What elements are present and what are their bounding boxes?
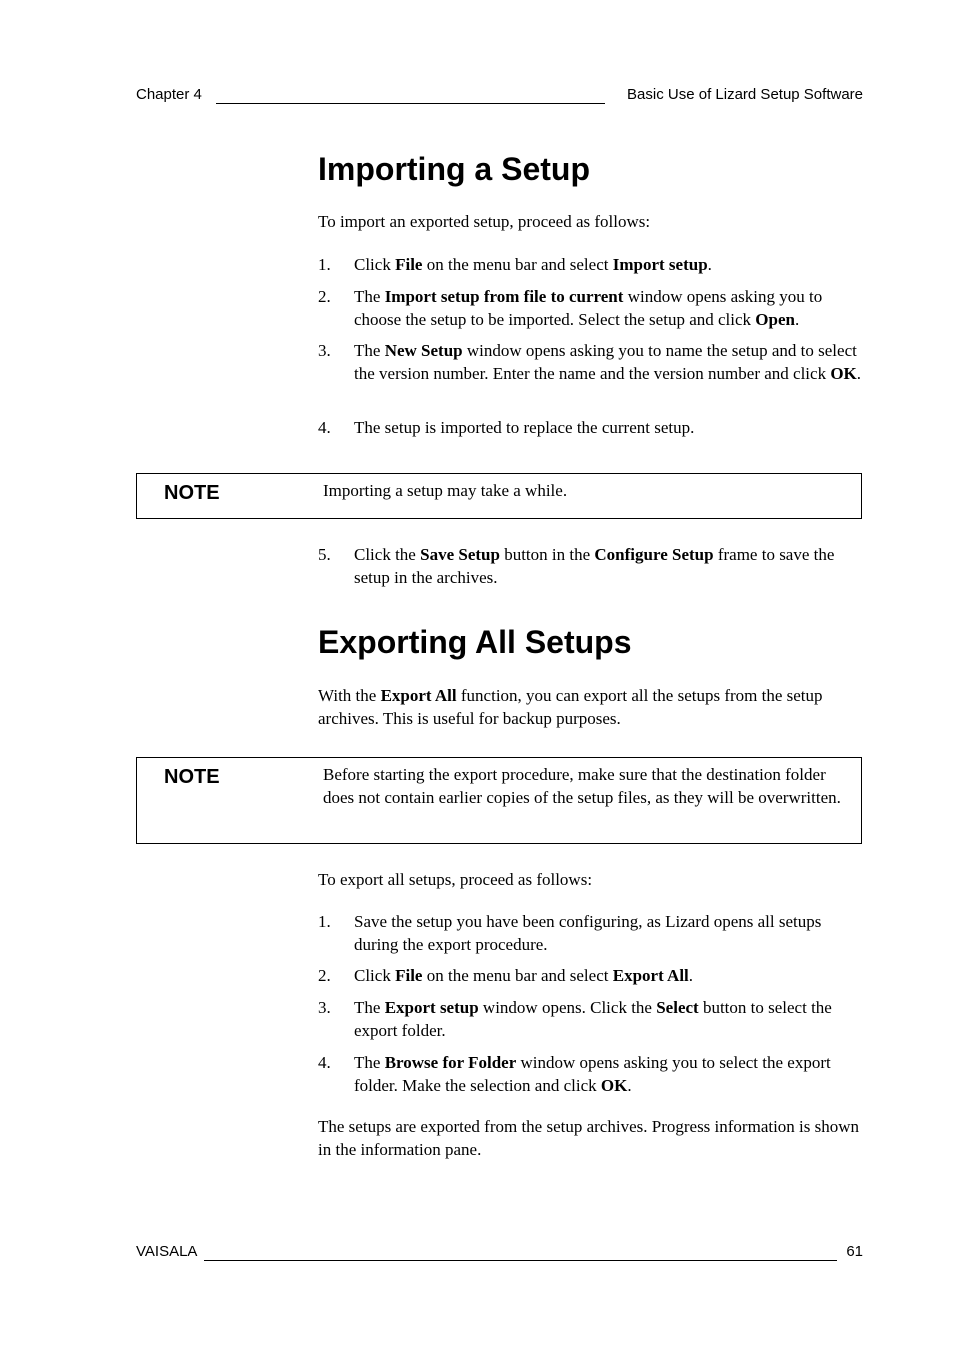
step-number: 2. — [318, 287, 331, 306]
note-box — [136, 473, 862, 519]
section-title-importing: Importing a Setup — [318, 151, 590, 187]
section-intro: To import an exported setup, proceed as follows: — [318, 212, 651, 231]
list-item — [318, 997, 864, 1042]
step-number: 4. — [318, 1053, 331, 1072]
step-number: 3. — [318, 341, 331, 360]
step-text: The New Setup window opens asking you to name the setup and to select the version number. Enter the name and the version number and click OK. — [354, 341, 862, 383]
note-label: NOTE — [164, 482, 220, 504]
note-text: Before starting the export procedure, make sure that the destination folder does not contain earlier copies of the setup files, as they will be overwritten. — [323, 765, 841, 807]
footer-rule — [204, 1260, 837, 1261]
list-item — [318, 417, 864, 440]
step-text: Click the Save Setup button in the Configure Setup frame to save the setup in the archives. — [354, 545, 835, 587]
step-number: 1. — [318, 912, 331, 931]
page-number: 61 — [846, 1243, 863, 1260]
list-item — [318, 544, 864, 589]
page-header — [136, 86, 863, 106]
note-box — [136, 757, 862, 844]
step-number: 3. — [318, 998, 331, 1017]
step-number: 1. — [318, 255, 331, 274]
step-text: The Import setup from file to current window opens asking you to choose the setup to be imported. Select the setup and click Open. — [354, 287, 823, 329]
section-intro: With the Export All function, you can export all the setups from the setup archives. This is useful for backup purposes. — [318, 686, 823, 728]
step-text: Click File on the menu bar and select Export All. — [354, 966, 694, 985]
procedure-lead: To export all setups, proceed as follows: — [318, 870, 593, 889]
list-item — [318, 254, 864, 277]
chapter-title: Basic Use of Lizard Setup Software — [627, 86, 863, 103]
step-text: The Export setup window opens. Click the Select button to select the export folder. — [354, 998, 832, 1040]
step-number: 5. — [318, 545, 331, 564]
company-name: VAISALA — [136, 1243, 198, 1260]
closing-paragraph: The setups are exported from the setup archives. Progress information is shown in the information pane. — [318, 1117, 860, 1159]
step-text: The setup is imported to replace the current setup. — [354, 418, 695, 437]
list-item — [318, 340, 864, 385]
page-footer — [136, 1243, 863, 1263]
note-label: NOTE — [164, 766, 220, 788]
list-item — [318, 965, 864, 988]
header-rule — [216, 103, 605, 104]
step-text: The Browse for Folder window opens asking you to select the export folder. Make the selection and click OK. — [354, 1053, 831, 1095]
step-text: Save the setup you have been configuring, as Lizard opens all setups during the export procedure. — [354, 912, 822, 954]
list-item — [318, 911, 864, 956]
list-item — [318, 1052, 864, 1097]
step-number: 4. — [318, 418, 331, 437]
chapter-label: Chapter 4 — [136, 86, 202, 103]
section-title-exporting: Exporting All Setups — [318, 624, 632, 660]
step-text: Click File on the menu bar and select Import setup. — [354, 255, 712, 274]
note-text: Importing a setup may take a while. — [323, 481, 568, 500]
list-item — [318, 286, 864, 331]
step-number: 2. — [318, 966, 331, 985]
